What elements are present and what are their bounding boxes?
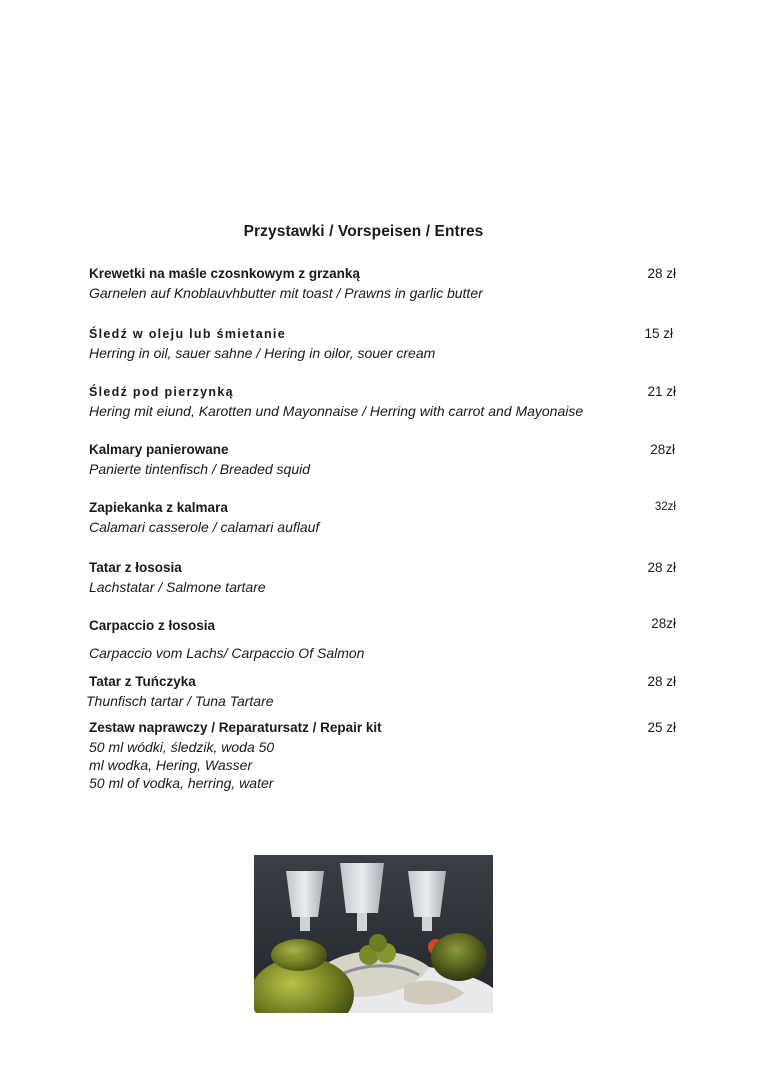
item-description-line-3: 50 ml of vodka, herring, water	[89, 775, 274, 791]
menu-item-prawns	[89, 264, 679, 302]
item-name: Tatar z Tuńczyka	[89, 674, 196, 689]
item-description: Carpaccio vom Lachs/ Carpaccio Of Salmon	[89, 645, 365, 661]
item-name: Carpaccio z łososia	[89, 618, 216, 633]
item-price: 15 zł	[644, 326, 673, 341]
menu-item-herring-oil	[89, 324, 679, 362]
item-price: 21 zł	[647, 384, 676, 399]
item-price: 28zł	[651, 616, 676, 631]
item-name: Kalmary panierowane	[89, 442, 229, 457]
menu-item-repair-kit	[89, 718, 679, 792]
item-description: Thunfisch tartar / Tuna Tartare	[86, 693, 274, 709]
menu-item-calamari-casserole	[89, 498, 679, 536]
item-description: Calamari casserole / calamari auflauf	[89, 519, 320, 535]
menu-item-salmon-tartare	[89, 558, 679, 596]
food-photo	[254, 855, 493, 1013]
item-price: 28 zł	[647, 674, 676, 689]
item-price: 25 zł	[647, 720, 676, 735]
menu-item-breaded-squid	[89, 440, 679, 478]
item-description: Garnelen auf Knoblauvhbutter mit toast / Prawns in garlic butter	[89, 285, 483, 301]
section-title: Przystawki / Vorspeisen / Entres	[243, 223, 484, 240]
item-name: Śledź w oleju lub śmietanie	[89, 327, 286, 341]
item-description: Herring in oil, sauer sahne / Hering in oilor, souer cream	[89, 345, 436, 361]
menu-item-tuna-tartare	[86, 672, 679, 710]
item-description: Lachstatar / Salmone tartare	[89, 579, 266, 595]
menu-item-salmon-carpaccio	[89, 616, 679, 662]
item-description-line-2: ml wodka, Hering, Wasser	[89, 757, 253, 773]
item-description: Hering mit eiund, Karotten und Mayonnaise / Herring with carrot and Mayonaise	[89, 403, 584, 419]
item-description-line-1: 50 ml wódki, śledzik, woda 50	[89, 739, 275, 755]
item-name: Zestaw naprawczy / Reparatursatz / Repair kit	[89, 720, 382, 735]
item-name: Tatar z łososia	[89, 560, 182, 575]
vodka-herring-pickles-image	[254, 855, 493, 1013]
item-price: 28 zł	[647, 266, 676, 281]
item-name: Krewetki na maśle czosnkowym z grzanką	[89, 266, 360, 281]
item-price: 28 zł	[647, 560, 676, 575]
item-name: Zapiekanka z kalmara	[89, 500, 228, 515]
menu-item-herring-under-coat	[89, 382, 679, 420]
item-price: 32zł	[654, 501, 676, 513]
item-description: Panierte tintenfisch / Breaded squid	[89, 461, 311, 477]
item-name: Śledź pod pierzynką	[89, 385, 234, 399]
item-price: 28zł	[650, 442, 675, 457]
